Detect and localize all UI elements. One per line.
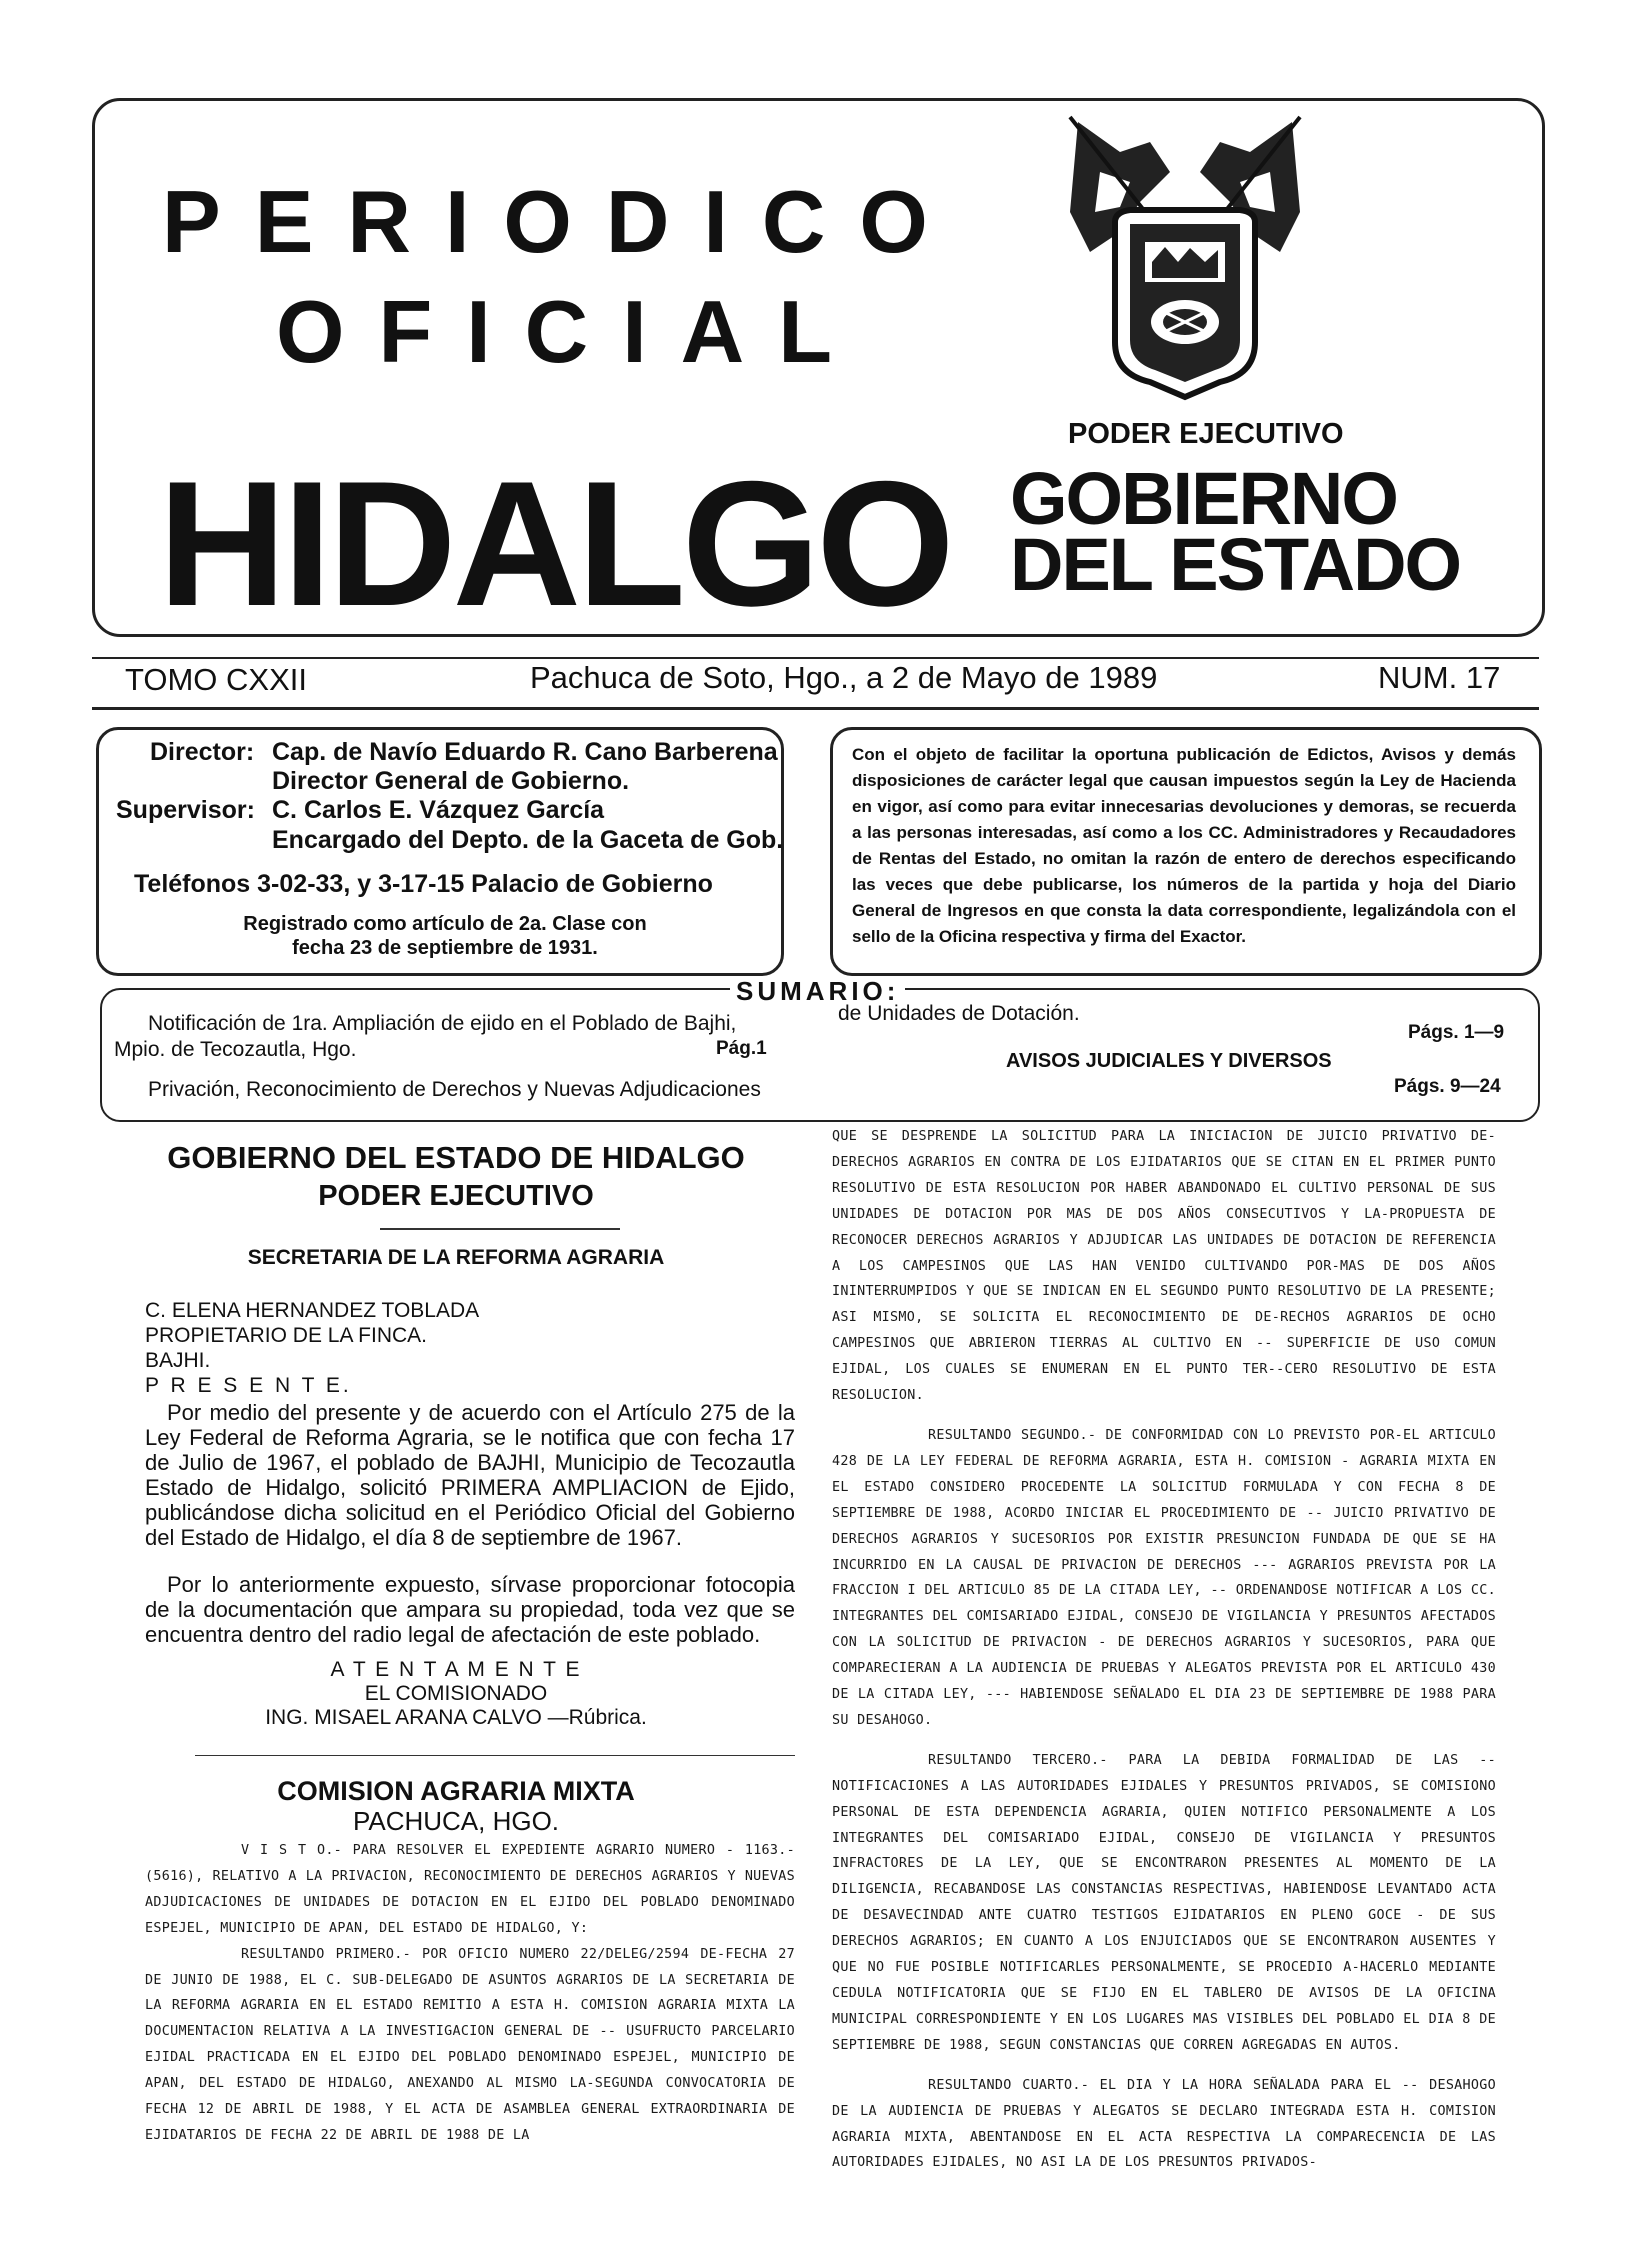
section-rule [195, 1755, 795, 1756]
sumario-item-1-page: Pág.1 [716, 1038, 767, 1059]
signature-block [108, 1658, 804, 1730]
addressee-presente: P R E S E N T E. [145, 1374, 352, 1397]
director-label: Director: [150, 738, 255, 766]
registration-line-2: fecha 23 de septiembre de 1931. [292, 937, 598, 959]
sumario-item-3: AVISOS JUDICIALES Y DIVERSOS [1006, 1050, 1332, 1072]
notification-paragraph-2: Por lo anteriormente expuesto, sírvase proporcionar fotocopia de la documentación que ampara su propiedad, toda vez que se encuentra dentro del radio legal de afectación de este poblado. [145, 1572, 795, 1647]
comision-heading: COMISION AGRARIA MIXTA [277, 1776, 635, 1806]
visto-paragraph: V I S T O.- PARA RESOLVER EL EXPEDIENTE AGRARIO NUMERO - 1163.-(5616), RELATIVO A LA PRIVACION, RECONOCIMIENTO DE DERECHOS AGRARIOS Y NUEVAS ADJUDICACIONES DE UNIDADES DE DOTACION EN EL EJIDO DEL POBLADO DENOMINADO ESPEJEL, MUNICIPIO DE APAN, DEL ESTADO DE HIDALGO, Y: [145, 1843, 795, 1936]
sumario-item-2-line-2: de Unidades de Dotación. [838, 1002, 1080, 1025]
addressee-name: C. ELENA HERNANDEZ TOBLADA [145, 1299, 480, 1322]
director-title: Director General de Gobierno. [272, 767, 630, 795]
sumario-item-2-page: Págs. 1—9 [1408, 1022, 1505, 1043]
supervisor-label: Supervisor: [116, 796, 255, 824]
masthead-del-estado: DEL ESTADO [1010, 523, 1461, 606]
masthead-branch: PODER EJECUTIVO [1068, 418, 1344, 450]
signature-role: EL COMISIONADO [364, 1682, 548, 1705]
comision-place: PACHUCA, HGO. [352, 1806, 560, 1836]
sumario-item-1-line-2: Mpio. de Tecozautla, Hgo. [114, 1038, 357, 1061]
issue-date: Pachuca de Soto, Hgo., a 2 de Mayo de 1989 [530, 660, 1158, 695]
gov-heading: GOBIERNO DEL ESTADO DE HIDALGO [167, 1140, 745, 1175]
masthead-title-periodico: PERIODICO [162, 172, 962, 271]
masthead-title-oficial: OFICIAL [276, 282, 866, 381]
signature-name: ING. MISAEL ARANA CALVO —Rúbrica. [265, 1706, 647, 1729]
addressee-block [145, 1298, 479, 1398]
resultando-continuation: QUE SE DESPRENDE LA SOLICITUD PARA LA INICIACION DE JUICIO PRIVATIVO DE-DERECHOS AGRARIOS EN CONTRA DE LOS EJIDATARIOS QUE SE CITAN EN EL PRIMER PUNTO RESOLUTIVO DE ESTA RESOLUCION POR HABER ABANDONADO EL CULTIVO PERSONAL DE SUS UNIDADES DE DOTACION POR MAS DE DOS AÑOS CONSECUTIVOS Y LA-PROPUESTA DE RECONOCER DERECHOS AGRARIOS Y ADJUDICAR LAS UNIDADES DE DOTACION DE REFERENCIA A LOS CAMPESINOS QUE LAS HAN VENIDO CULTIVANDO POR-MAS DE DOS AÑOS ININTERRUMPIDOS Y QUE SE INDICAN EN EL SEGUNDO PUNTO RESOLUTIVO DE LA PRESENTE; ASI MISMO, SE SOLICITA EL RECONOCIMIENTO DE DE-RECHOS AGRARIOS DE OCHO CAMPESINOS QUE ABRIERON TIERRAS AL CULTIVO EN -- SUPERFICIE DE USO COMUN EJIDAL, LOS CUALES SE ENUMERAN EN EL PUNTO TER--CERO RESOLUTIVO DE ESTA RESOLUCION. [832, 1129, 1496, 1404]
masthead-gobierno: GOBIERNO [1010, 457, 1397, 540]
heading-rule [380, 1228, 620, 1230]
notification-paragraph-1: Por medio del presente y de acuerdo con el Artículo 275 de la Ley Federal de Reforma Agraria, se le notifica que con fecha 17 de Julio de 1967, el poblado de BAJHI, Municipio de Tecozautla Estado de Hidalgo, solicitó PRIMERA AMPLIACION de Ejido, publicándose dicha solicitud en el Periódico Oficial del Gobierno del Estado de Hidalgo, el día 8 de septiembre de 1967. [145, 1400, 795, 1550]
addressee-role: PROPIETARIO DE LA FINCA. [145, 1324, 428, 1347]
issue-number: NUM. 17 [1378, 660, 1501, 695]
resultando-cuarto: RESULTANDO CUARTO.- EL DIA Y LA HORA SEÑALADA PARA EL -- DESAHOGO DE LA AUDIENCIA DE PRUEBAS Y ALEGATOS SE DECLARO INTEGRADA ESTA H. COMISION AGRARIA MIXTA, ABENTANDOSE EN EL ACTA RESPECTIVA LA COMPARECENCIA DE LAS AUTORIDADES EJIDALES, NO ASI LA DE LOS PRESUNTOS PRIVADOS- [832, 2077, 1496, 2171]
issue-rule-top [92, 657, 1539, 659]
director-name: Cap. de Navío Eduardo R. Cano Barberena [272, 738, 778, 766]
addressee-place: BAJHI. [145, 1349, 211, 1372]
sumario-item-1-line-1: Notificación de 1ra. Ampliación de ejido en el Poblado de Bajhi, [148, 1012, 737, 1035]
notice-text: Con el objeto de facilitar la oportuna publicación de Edictos, Avisos y demás disposiciones de carácter legal que causan impuestos según la Ley de Hacienda en vigor, así como para evitar innecesarias devoluciones y demoras, se recuerda a las personas interesadas, así como a los CC. Administradores y Recaudadores de Rentas del Estado, no omitan la razón de entero de derechos especificando las veces que debe publicarse, los números de la partida y hoja del Diario General de Ingresos en que consta la data correspondiente, legalizándola con el sello de la Oficina respectiva y firma del Exactor. [852, 745, 1516, 946]
exec-heading: PODER EJECUTIVO [318, 1180, 594, 1212]
resultando-tercero: RESULTANDO TERCERO.- PARA LA DEBIDA FORMALIDAD DE LAS -- NOTIFICACIONES A LAS AUTORIDADES EJIDALES Y PRESUNTOS PRIVADOS, SE COMISIONO PERSONAL DE ESTA DEPENDENCIA AGRARIA, QUIEN NOTIFICO PERSONALMENTE A LOS INTEGRANTES DEL COMISARIADO EJIDAL, CONSEJO DE VIGILANCIA Y PRESUNTOS INFRACTORES DE LA LEY, QUE SE ENCONTRARON PRESENTES AL MOMENTO DE LA DILIGENCIA, RECABANDOSE LAS CONSTANCIAS RESPECTIVAS, HABIENDOSE LEVANTADO ACTA DE DESAVECINDAD ANTE CUATRO TESTIGOS EJIDATARIOS EN PLENO GOCE - DE SUS DERECHOS AGRARIOS; EN CUANTO A LOS ENJUICIADOS QUE SE ENCONTRARON AUSENTES Y QUE NO FUE POSIBLE NOTIFICARLES PERSONALMENTE, SE PROCEDIO A-HACERLO MEDIANTE CEDULA NOTIFICATORIA QUE SE FIJO EN EL TABLERO DE AVISOS DE LA OFICINA MUNICIPAL CORRESPONDIENTE Y EN LOS LUGARES MAS VISIBLES DEL POBLADO EL DIA 8 DE SEPTIEMBRE DE 1988, SEGUN CONSTANCIAS QUE CORREN AGREGADAS EN AUTOS. [832, 1752, 1496, 2053]
registration-note [225, 912, 665, 960]
registration-line-1: Registrado como artículo de 2a. Clase con [243, 913, 647, 935]
coat-of-arms-icon [1060, 112, 1310, 404]
resultando-segundo: RESULTANDO SEGUNDO.- DE CONFORMIDAD CON LO PREVISTO POR-EL ARTICULO 428 DE LA LEY FEDERAL DE REFORMA AGRARIA, ESTA H. COMISION - AGRARIA MIXTA EN EL ESTADO CONSIDERO PROCEDENTE LA SOLICITUD FORMULADA Y CON FECHA 8 DE SEPTIEMBRE DE 1988, ACORDO INICIAR EL PROCEDIMIENTO DE -- JUICIO PRIVATIVO DE DERECHOS AGRARIOS Y SUCESORIOS POR EXISTIR PRESUNCION FUNDADA DE QUE SE HA INCURRIDO EN LA CAUSAL DE PRIVACION DE DERECHOS --- AGRARIOS PREVISTA POR LA FRACCION I DEL ARTICULO 85 DE LA CITADA LEY, -- ORDENANDOSE NOTIFICAR A LOS CC. INTEGRANTES DEL COMISARIADO EJIDAL, CONSEJO DE VIGILANCIA Y PRESUNTOS AFECTADOS CON LA SOLICITUD DE PRIVACION - DE DERECHOS AGRARIOS Y SUCESORIOS, PARA QUE COMPARECIERAN A LA AUDIENCIA DE PRUEBAS Y ALEGATOS PREVISTA POR EL ARTICULO 430 DE LA CITADA LEY, --- HABIENDOSE SEÑALADO EL DIA 23 DE SEPTIEMBRE DE 1988 PARA SU DESAHOGO. [832, 1427, 1496, 1728]
secretaria-heading: SECRETARIA DE LA REFORMA AGRARIA [247, 1246, 665, 1269]
commission-text-left [145, 1838, 795, 2149]
sumario-item-3-page: Págs. 9—24 [1394, 1076, 1501, 1097]
masthead-state-name: HIDALGO [158, 444, 951, 643]
resultando-primero: RESULTANDO PRIMERO.- POR OFICIO NUMERO 22/DELEG/2594 DE-FECHA 27 DE JUNIO DE 1988, EL C. SUB-DELEGADO DE ASUNTOS AGRARIOS DE LA SECRETARIA DE LA REFORMA AGRARIA EN EL ESTADO REMITIO A ESTA H. COMISION AGRARIA MIXTA LA DOCUMENTACION RELATIVA A LA INVESTIGACION GENERAL DE -- USUFRUCTO PARCELARIO EJIDAL PRACTICADA EN EL EJIDO DEL POBLADO DENOMINADO ESPEJEL, MUNICIPIO DE APAN, DEL ESTADO DE HIDALGO, ANEXANDO AL MISMO LA-SEGUNDA CONVOCATORIA DE FECHA 12 DE ABRIL DE 1988, Y EL ACTA DE ASAMBLEA GENERAL EXTRAORDINARIA DE EJIDATARIOS DE FECHA 22 DE ABRIL DE 1988 DE LA [145, 1946, 795, 2143]
signature-atentamente: A T E N T A M E N T E [330, 1658, 582, 1681]
supervisor-title: Encargado del Depto. de la Gaceta de Gob. [272, 826, 784, 854]
sumario-item-2-line-1: Privación, Reconocimiento de Derechos y Nuevas Adjudicaciones [148, 1078, 761, 1101]
commission-text-right [832, 1124, 1496, 2176]
issue-tomo: TOMO CXXII [125, 662, 308, 697]
sumario-title: SUMARIO: [730, 976, 905, 1007]
supervisor-name: C. Carlos E. Vázquez García [272, 796, 605, 824]
telephones: Teléfonos 3-02-33, y 3-17-15 Palacio de Gobierno [134, 870, 713, 898]
issue-rule-bottom [92, 707, 1539, 710]
